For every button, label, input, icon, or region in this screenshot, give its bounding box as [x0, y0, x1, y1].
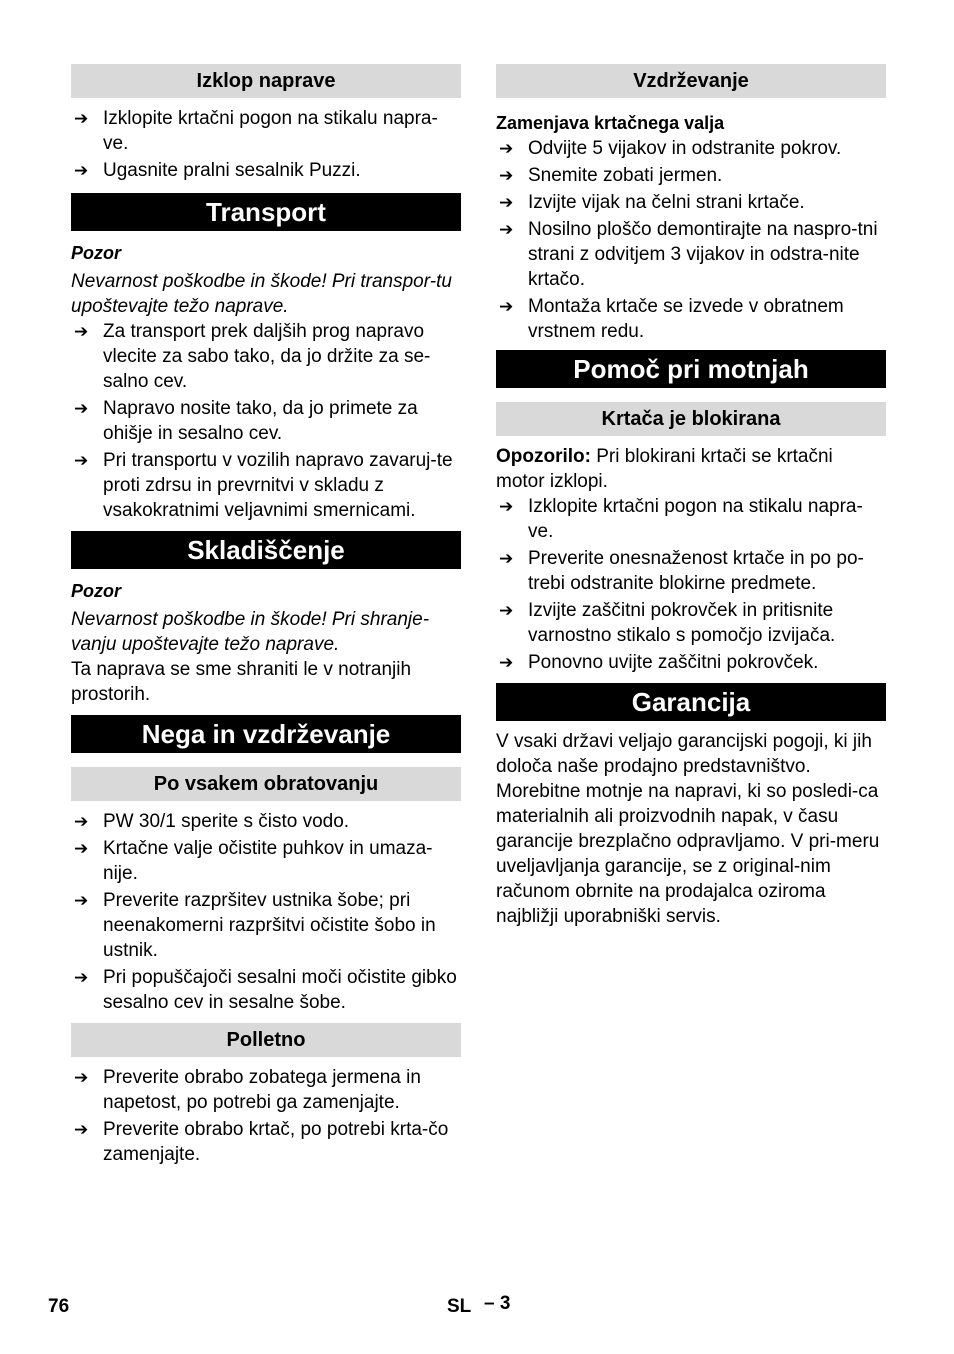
list-transport: [71, 319, 461, 523]
caution-text: Nevarnost poškodbe in škode! Pri transpor-tu upoštevajte težo naprave.: [71, 271, 452, 317]
list-item: ➔ Preverite obrabo zobatega jermena in napetost, po potrebi ga zamenjajte.: [74, 1067, 421, 1113]
arrow-right-icon: ➔: [74, 322, 89, 341]
heading-pomoc: Pomoč pri motnjah: [496, 350, 886, 388]
arrow-right-icon: ➔: [499, 220, 514, 239]
footer-lang: SL: [447, 1296, 472, 1317]
arrow-right-icon: ➔: [74, 968, 89, 987]
arrow-right-icon: ➔: [74, 839, 89, 858]
heading-transport: Transport: [71, 193, 461, 231]
list-item: ➔ Za transport prek daljših prog napravo vlecite za sabo tako, da jo držite za se-salno cev.: [74, 321, 431, 392]
heading-po-vsakem: Po vsakem obratovanju: [71, 767, 461, 801]
list-item: ➔ Odvijte 5 vijakov in odstranite pokrov.: [499, 138, 842, 159]
arrow-right-icon: ➔: [74, 161, 89, 180]
arrow-right-icon: ➔: [74, 812, 89, 831]
heading-polletno: Polletno: [71, 1023, 461, 1057]
note-text: Pri blokirani krtači se krtačni motor izklopi.: [496, 446, 833, 492]
arrow-right-icon: ➔: [499, 653, 514, 672]
list-item: ➔ Preverite razpršitev ustnika šobe; pri neenakomerni razpršitvi očistite šobo in ustnik.: [74, 890, 436, 961]
arrow-right-icon: ➔: [74, 891, 89, 910]
warranty-text: V vsaki državi veljajo garancijski pogoji, ki jih določa naše prodajno predstavništvo. Morebitne motnje na napravi, ki so posledi-ca materialnih ali proizvodnih napak, v času garancije brezplačno odpravljamo. V pri-meru uveljavljanja garancije, se z original-nim računom obrnite na prodajalca oziroma najbližji uporabniški servis.: [496, 731, 880, 927]
storage-text: Ta naprava se sme shraniti le v notranjih prostorih.: [71, 659, 412, 705]
heading-nega: Nega in vzdrževanje: [71, 715, 461, 753]
caution-text: Nevarnost poškodbe in škode! Pri shranje-vanju upoštevajte težo naprave.: [71, 609, 430, 655]
arrow-right-icon: ➔: [74, 451, 89, 470]
left-column: [71, 64, 461, 1169]
list-item: ➔ Pri popuščajoči sesalni moči očistite gibko sesalno cev in sesalne šobe.: [74, 967, 457, 1013]
heading-blokirana: Krtača je blokirana: [496, 402, 886, 436]
arrow-right-icon: ➔: [499, 193, 514, 212]
list-item: ➔ Nosilno ploščo demontirajte na naspro-tni strani z odvitjem 3 vijakov in odstra-nite krtačo.: [499, 219, 878, 290]
arrow-right-icon: ➔: [499, 166, 514, 185]
list-blokirana: [496, 494, 886, 675]
arrow-right-icon: ➔: [74, 1120, 89, 1139]
list-item: ➔ Montaža krtače se izvede v obratnem vrstnem redu.: [499, 296, 844, 342]
arrow-right-icon: ➔: [74, 399, 89, 418]
arrow-right-icon: ➔: [499, 497, 514, 516]
list-item: ➔ Snemite zobati jermen.: [499, 165, 723, 186]
caution-label: Pozor: [71, 243, 122, 263]
list-item: ➔ Pri transportu v vozilih napravo zavaruj-te proti zdrsu in prevrnitvi v skladu z vsakokratnimi veljavnimi smernicami.: [74, 450, 453, 521]
list-vzdrzevanje: [496, 136, 886, 344]
heading-garancija: Garancija: [496, 683, 886, 721]
list-item: ➔ Ugasnite pralni sesalnik Puzzi.: [74, 160, 361, 181]
list-izklop: [71, 106, 461, 183]
list-item: ➔ Izvijte zaščitni pokrovček in pritisnite varnostno stikalo s pomočjo izvijača.: [499, 600, 836, 646]
heading-izklop: Izklop naprave: [71, 64, 461, 98]
heading-vzdrzevanje: Vzdrževanje: [496, 64, 886, 98]
subtitle-zamenjava: Zamenjava krtačnega valja: [496, 113, 725, 133]
arrow-right-icon: ➔: [499, 297, 514, 316]
list-item: ➔ Izklopite krtačni pogon na stikalu napra-ve.: [74, 108, 438, 154]
footer-section: – 3: [484, 1293, 511, 1314]
arrow-right-icon: ➔: [499, 601, 514, 620]
list-item: ➔ Napravo nosite tako, da jo primete za ohišje in sesalno cev.: [74, 398, 418, 444]
right-column: [496, 64, 886, 929]
note-paragraph: [496, 444, 886, 494]
list-item: ➔ PW 30/1 sperite s čisto vodo.: [74, 811, 350, 832]
arrow-right-icon: ➔: [499, 549, 514, 568]
list-item: ➔ Izvijte vijak na čelni strani krtače.: [499, 192, 805, 213]
list-polletno: [71, 1065, 461, 1167]
list-item: ➔ Preverite obrabo krtač, po potrebi krta-čo zamenjajte.: [74, 1119, 449, 1165]
arrow-right-icon: ➔: [499, 139, 514, 158]
list-item: ➔ Ponovno uvijte zaščitni pokrovček.: [499, 652, 819, 673]
caution-label: Pozor: [71, 581, 122, 601]
list-item: ➔ Izklopite krtačni pogon na stikalu napra-ve.: [499, 496, 863, 542]
list-item: ➔ Preverite onesnaženost krtače in po po-trebi odstranite blokirne predmete.: [499, 548, 864, 594]
arrow-right-icon: ➔: [74, 109, 89, 128]
heading-skladiscenje: Skladiščenje: [71, 531, 461, 569]
page-number: 76: [48, 1296, 70, 1317]
arrow-right-icon: ➔: [74, 1068, 89, 1087]
note-label: Opozorilo:: [496, 446, 591, 467]
list-item: ➔ Krtačne valje očistite puhkov in umaza-nije.: [74, 838, 433, 884]
list-po-vsakem: [71, 809, 461, 1015]
